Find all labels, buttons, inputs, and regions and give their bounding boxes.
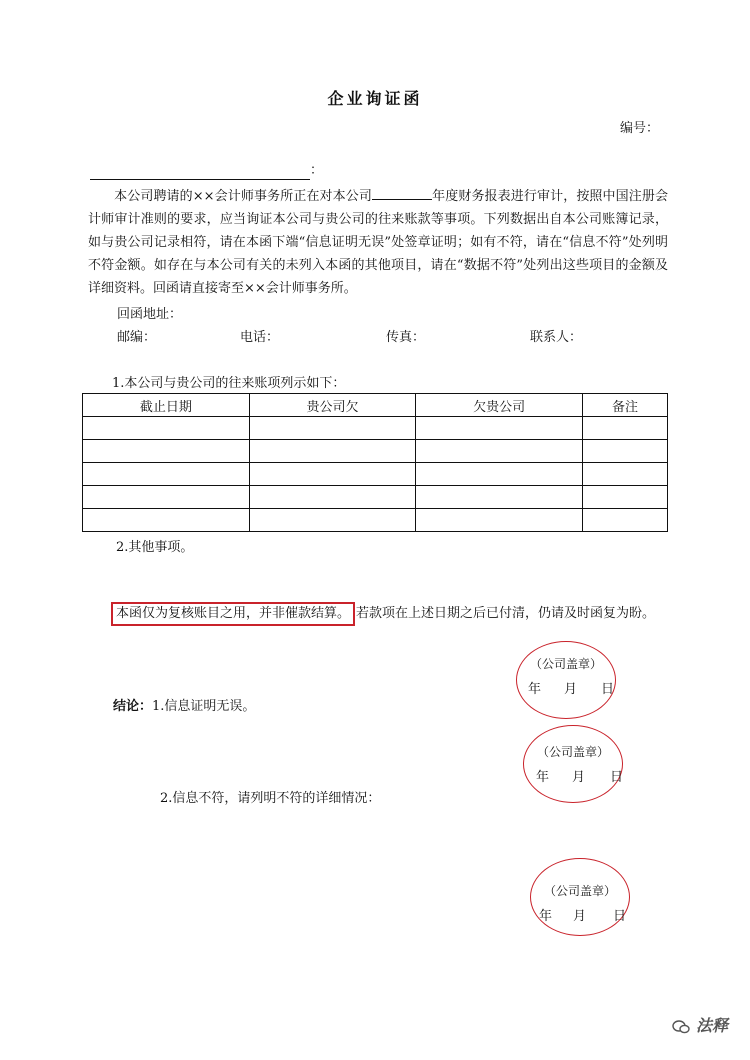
chat-bubble-icon — [672, 1019, 690, 1035]
col-remarks: 备注 — [583, 394, 668, 417]
recipient-line — [90, 162, 323, 180]
table-header-row — [83, 394, 668, 417]
watermark — [672, 1013, 728, 1036]
col-cutoff-date: 截止日期 — [83, 394, 250, 417]
company-seal: （公司盖章） 年 月 日 — [530, 858, 630, 936]
page-title: 企业询证函 — [327, 89, 423, 108]
recipient-blank — [90, 165, 310, 180]
ledger-table — [82, 393, 668, 532]
section2-heading: 2.其他事项。 — [116, 540, 194, 555]
body-paragraph — [88, 185, 668, 300]
postcode-label: 邮编： — [117, 330, 157, 345]
table-row — [83, 417, 668, 440]
number-label: 编号： — [620, 121, 660, 136]
contact-label: 联系人： — [530, 330, 583, 345]
phone-label: 电话： — [240, 330, 280, 345]
table-row — [83, 463, 668, 486]
fax-label: 传真： — [386, 330, 426, 345]
conclusion-item1: 1.信息证明无误。 — [152, 699, 256, 714]
table-row — [83, 509, 668, 532]
col-owed-to-you: 欠贵公司 — [416, 394, 583, 417]
body-text-a: 本公司聘请的××会计师事务所正在对本公司 — [114, 189, 372, 204]
section1-heading: 1.本公司与贵公司的往来账项列示如下： — [112, 376, 346, 391]
col-owed-by-you: 贵公司欠 — [249, 394, 416, 417]
conclusion-line — [113, 698, 255, 716]
company-seal: （公司盖章） 年 月 日 — [516, 641, 616, 719]
company-seal: （公司盖章） 年 月 日 — [523, 725, 623, 803]
table-row — [83, 440, 668, 463]
conclusion-item2: 2.信息不符，请列明不符的详细情况： — [160, 791, 381, 806]
table-row — [83, 486, 668, 509]
body-text-b: 年度财务报表进行审计，按照中国注册会计师审计准则的要求，应当询证本公司与贵公司的往来账款等事项。下列数据出自本公司账簿记录，如与贵公司记录相符，请在本函下端“信息证明无误”处签章证明；如有不符，请在“信息不符”处列明不符金额。如存在与本公司有关的未列入本函的其他项目，请在“数据不符”处列出这些项目的金额及详细资料。回函请直接寄至××会计师事务所。 — [88, 189, 668, 296]
recipient-suffix: ： — [310, 163, 324, 178]
conclusion-label: 结论： — [113, 699, 153, 714]
watermark-text: 法释 — [695, 1016, 728, 1035]
note-rest: 若款项在上述日期之后已付清，仍请及时函复为盼。 — [356, 606, 656, 621]
address-label: 回函地址： — [117, 307, 183, 322]
highlighted-note: 本函仅为复核账目之用，并非催款结算。 — [111, 602, 355, 626]
year-blank — [372, 185, 432, 200]
